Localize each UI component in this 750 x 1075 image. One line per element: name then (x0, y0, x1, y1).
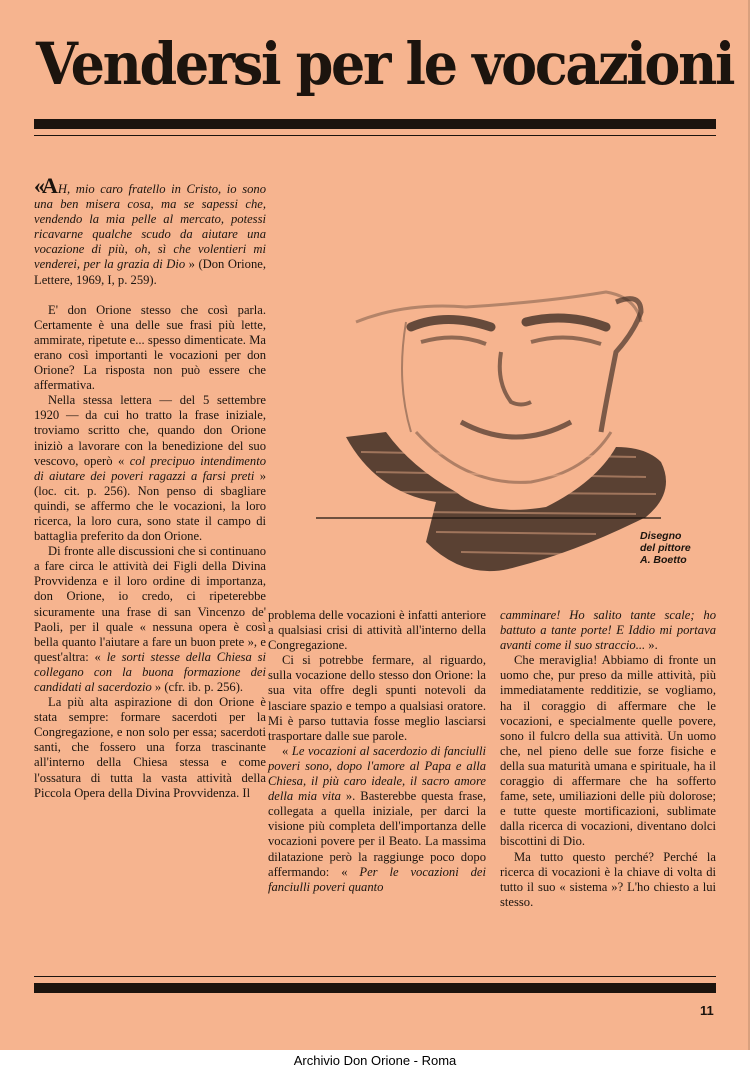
paragraph: problema delle vocazioni è infatti anteriore a qualsiasi crisi di attività all'interno della Congregazione. (268, 608, 486, 653)
intro-source: (Don Orione, Lettere, 1969, I, p. 259). (34, 257, 266, 287)
title-rule-thick (34, 119, 716, 129)
image-caption: Disegno del pittore A. Boetto (640, 530, 691, 566)
quote-open-mark: « (34, 173, 42, 198)
eyes-stroke (411, 318, 606, 327)
paragraph: Ma tutto questo perché? Perché la ricerca di vocazioni è la chiave di volta di tutto il suo « sistema »? L'ho chiesto a lui stesso. (500, 849, 716, 909)
mouth-stroke (461, 422, 571, 437)
title-rule-thin (34, 135, 716, 136)
ear-stroke (601, 299, 641, 432)
paragraph: Di fronte alle discussioni che si continuano a fare circa le attività dei Figli della Divina Provvidenza e il loro ordine di importanza, don Orione, io credo, ci ripeterebbe sicuramente una frase di san Vincenzo de' Paoli, per il quale « nessuna opera è così bella quanto l'aiutare a fare un buon prete », e quest'altra: « le sorti stesse della Chiesa si collegano con la buona formazione dei candidati al sacerdozio » (cfr. ib. p. 256). (34, 544, 266, 694)
column-1 (34, 173, 266, 801)
intro-quote: «AH, mio caro fratello in Cristo, io sono una ben misera cosa, ma se sapessi che, vendendo la mia pelle al mercato, potessi ricavarne qualche scudo da aiutare una vocazione di più, oh, sì che volentieri mi venderei, per la grazia di Dio » (Don Orione, Lettere, 1969, I, p. 259). (34, 173, 266, 287)
paragraph: camminare! Ho salito tante scale; ho battuto a tante porte! E Iddio mi portava avanti come il suo straccio... ». (500, 608, 716, 653)
bottom-rule-thin (34, 976, 716, 977)
drop-cap: A (42, 173, 58, 198)
paragraph: Ci si potrebbe fermare, al riguardo, sulla vocazione dello stesso don Orione: la sua vita offre degli spunti notevoli da lasciare spazio e tempo a qualsiasi oratore. Mi è parso tuttavia fosse meglio lasciarsi trasportare dalle sue parole. (268, 653, 486, 743)
nose-stroke (500, 352, 531, 405)
paragraph: E' don Orione stesso che così parla. Certamente è una delle sue frasi più lette, ammirate, ripetute e... spesso dimenticate. Ma erano così importanti le vocazioni per don Orione? La risposta non può essere che affermativa. (34, 302, 266, 393)
column-3 (500, 608, 716, 910)
page-number: 11 (700, 1003, 714, 1018)
paragraph: La più alta aspirazione di don Orione è stata sempre: formare sacerdoti per la Congregazione, e non solo per essa; sacerdoti santi, che fossero una forza trascinante all'interno della Chiesa stessa e come l'ossatura di tutta la vasta attività della Piccola Opera della Divina Provvidenza. Il (34, 695, 266, 800)
article-title: Vendersi per le vocazioni (36, 30, 734, 98)
archive-footer: Archivio Don Orione - Roma (293, 1053, 457, 1068)
paragraph: « Le vocazioni al sacerdozio di fanciulli poveri sono, dopo l'amore al Papa e alla Chiesa, il più caro ideale, il sacro amore della mia vita ». Basterebbe questa frase, collegata a quella iniziale, per darci la visione più completa dell'importanza delle vocazioni povere per il Beato. La massima dilatazione però la raggiunge poco dopo affermando: « Per le vocazioni dei fanciulli poveri quanto (268, 743, 486, 894)
column-2 (268, 608, 486, 895)
hair-stroke (356, 292, 641, 322)
bottom-rule-thick (34, 983, 716, 993)
intro-quote-text: H, mio caro fratello in Cristo, io sono una ben misera cosa, ma se sapessi che, vendendo la mia pelle al mercato, potessi ricavarne qualche scudo da aiutare una vocazione di più, oh, sì che volentieri mi venderei, per la grazia di Dio (34, 182, 266, 272)
paragraph: Che meraviglia! Abbiamo di fronte un uomo che, pur preso da mille attività, più immediatamente redditizie, se vogliamo, ha il coraggio di affermare che le vocazioni, e specialmente quelle povere, sono il fulcro della sua attività. Un uomo che, nel pieno delle sue forze fisiche e della sua maturità umana e spirituale, ha il coraggio di affermare che ha sofferto fame, sete, umiliazioni delle più dolorose; e tutte queste mortificazioni, sublimate dalla ricerca di vocazioni, diventano dolci biscottini di Dio. (500, 653, 716, 849)
paragraph: Nella stessa lettera — del 5 settembre 1920 — da cui ho tratto la frase iniziale, troviamo scritto che, quando don Orione iniziò a lavorare con la benedizione del suo vescovo, operò « col precipuo intendimento di aiutare dei poveri ragazzi a farsi preti » (loc. cit. p. 256). Non penso di sbagliare quindi, se affermo che le vocazioni, la loro ricerca, la loro cura, sono state il campo di battaglia preferito da don Orione. (34, 393, 266, 544)
